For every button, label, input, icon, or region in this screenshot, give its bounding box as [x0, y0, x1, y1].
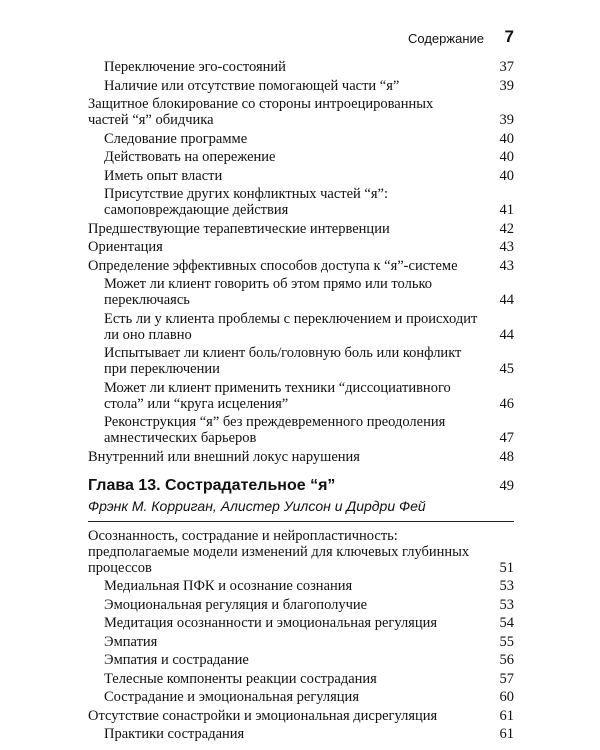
- toc-entry-title: Определение эффективных способов доступа к “я”-системе: [88, 257, 458, 274]
- toc-entry-page: 56: [499, 652, 514, 668]
- toc-entry-title: Переключение эго-состояний: [104, 59, 286, 75]
- toc-entry-page: 40: [499, 130, 514, 147]
- toc-entry: [88, 96, 514, 128]
- header-label: Содержание: [408, 31, 484, 46]
- toc-entry-page: 60: [499, 689, 514, 705]
- toc-entry-page: 61: [499, 726, 514, 742]
- toc-entry-page: 55: [499, 633, 514, 650]
- chapter-authors: Фрэнк М. Корриган, Алистер Уилсон и Дирдри Фей: [88, 497, 514, 522]
- toc-entry: [88, 276, 514, 308]
- toc-entry: [88, 186, 514, 218]
- toc-entry-page: 48: [499, 448, 514, 465]
- toc-entry-page: 44: [499, 326, 514, 343]
- toc-entry: [88, 239, 514, 255]
- table-of-contents: [88, 59, 514, 745]
- toc-entry: [88, 131, 514, 147]
- toc-entry-title: Следование программе: [104, 130, 248, 147]
- toc-entry-title: Испытывает ли клиент боль/головную боль или конфликт при переключении: [104, 345, 462, 377]
- toc-entry-page: 40: [499, 167, 514, 184]
- toc-entry-page: 37: [499, 59, 514, 75]
- toc-entry-page: 40: [499, 149, 514, 165]
- toc-entry: [88, 414, 514, 446]
- toc-entry-title: Присутствие других конфликтных частей “я”: самоповреждающие действия: [104, 186, 389, 218]
- toc-entry: [88, 149, 514, 165]
- toc-entry: [88, 578, 514, 594]
- chapter-page-number: 49: [499, 477, 514, 494]
- toc-entry: [88, 168, 514, 184]
- toc-entry: [88, 671, 514, 687]
- running-header: [88, 27, 514, 49]
- toc-entry: [88, 652, 514, 668]
- toc-entry-title: Осознанность, сострадание и нейропластичность: предполагаемые модели изменений для ключевых глубинных процессов: [88, 527, 470, 576]
- toc-entry-title: Защитное блокирование со стороны интроецированных частей “я” обидчика: [88, 96, 434, 128]
- toc-entry-title: Отсутствие сонастройки и эмоциональная дисрегуляция: [88, 707, 438, 724]
- toc-entry-title: Может ли клиент говорить об этом прямо или только переключаясь: [104, 276, 432, 308]
- toc-entry: [88, 528, 514, 576]
- toc-entry: [88, 78, 514, 94]
- toc-entry: [88, 708, 514, 724]
- toc-entry: [88, 449, 514, 465]
- toc-entry-title: Реконструкция “я” без преждевременного преодоления амнестических барьеров: [104, 414, 446, 446]
- toc-entry-page: 45: [499, 361, 514, 377]
- toc-entry-title: Предшествующие терапевтические интервенции: [88, 220, 390, 237]
- toc-entry-page: 46: [499, 395, 514, 412]
- toc-section-2: [88, 528, 514, 743]
- toc-entry-title: Ориентация: [88, 239, 163, 255]
- toc-entry-page: 43: [499, 257, 514, 274]
- toc-entry-title: Внутренний или внешний локус нарушения: [88, 448, 360, 465]
- toc-entry-page: 57: [499, 670, 514, 687]
- toc-entry-page: 53: [499, 578, 514, 594]
- toc-section-1: [88, 59, 514, 465]
- toc-entry-title: Наличие или отсутствие помогающей части “я”: [104, 77, 400, 94]
- toc-entry-page: 39: [499, 112, 514, 128]
- toc-entry-title: Медиальная ПФК и осознание сознания: [104, 578, 353, 594]
- toc-entry: [88, 726, 514, 742]
- toc-entry-page: 47: [499, 430, 514, 446]
- toc-entry-title: Медитация осознанности и эмоциональная регуляция: [104, 615, 438, 631]
- toc-entry: [88, 59, 514, 75]
- header-page-number: 7: [504, 27, 514, 46]
- toc-entry-title: Эмпатия и сострадание: [104, 652, 249, 668]
- chapter-heading: [88, 476, 514, 495]
- toc-entry: [88, 221, 514, 237]
- toc-entry: [88, 311, 514, 343]
- toc-entry-page: 44: [499, 292, 514, 308]
- toc-entry-page: 39: [499, 77, 514, 94]
- toc-entry: [88, 615, 514, 631]
- toc-entry: [88, 634, 514, 650]
- toc-entry: [88, 345, 514, 377]
- toc-entry-title: Телесные компоненты реакции сострадания: [104, 670, 377, 687]
- toc-entry-title: Эмпатия: [104, 633, 158, 650]
- chapter-title: Глава 13. Сострадательное “я”: [88, 476, 336, 494]
- toc-entry: [88, 689, 514, 705]
- toc-entry-page: 61: [499, 707, 514, 724]
- toc-entry-title: Эмоциональная регуляция и благополучие: [104, 596, 368, 613]
- toc-entry-title: Может ли клиент применить техники “диссоциативного стола” или “круга исцеления”: [104, 379, 451, 412]
- toc-entry-page: 42: [499, 220, 514, 237]
- toc-entry: [88, 258, 514, 274]
- toc-entry: [88, 380, 514, 412]
- toc-entry-page: 53: [499, 596, 514, 613]
- toc-entry-page: 41: [499, 202, 514, 218]
- toc-entry-title: Сострадание и эмоциональная регуляция: [104, 689, 359, 705]
- toc-entry-title: Практики сострадания: [104, 726, 245, 742]
- toc-entry-title: Иметь опыт власти: [104, 167, 223, 184]
- toc-entry: [88, 597, 514, 613]
- toc-entry-title: Есть ли у клиента проблемы с переключением и происходит ли оно плавно: [104, 310, 478, 343]
- toc-entry-title: Действовать на опережение: [104, 149, 276, 165]
- toc-entry-page: 43: [499, 239, 514, 255]
- toc-entry-page: 51: [499, 559, 514, 576]
- toc-entry-page: 54: [499, 615, 514, 631]
